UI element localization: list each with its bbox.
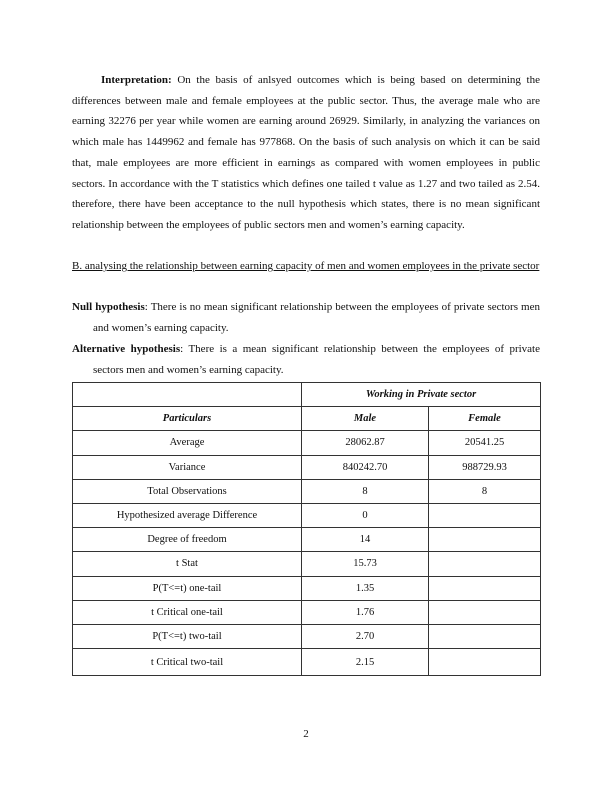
row-label: Variance <box>73 455 302 479</box>
column-header-particulars: Particulars <box>73 407 302 431</box>
column-header-female: Female <box>429 407 541 431</box>
male-value: 15.73 <box>302 552 429 576</box>
male-value: 1.35 <box>302 576 429 600</box>
table-row <box>73 455 541 479</box>
row-label: P(T<=t) one-tail <box>73 576 302 600</box>
female-value <box>429 552 541 576</box>
section-b-heading: B. analysing the relationship between earning capacity of men and women employees in the private sector <box>72 260 540 272</box>
male-value: 0 <box>302 503 429 527</box>
t-test-table <box>72 382 541 676</box>
table-header-row <box>73 407 541 431</box>
table-group-header: Working in Private sector <box>302 383 541 407</box>
female-value: 20541.25 <box>429 431 541 455</box>
column-header-male: Male <box>302 407 429 431</box>
alternative-hypothesis <box>72 339 540 380</box>
female-value: 8 <box>429 479 541 503</box>
row-label: Hypothesized average Difference <box>73 503 302 527</box>
female-value <box>429 528 541 552</box>
row-label: Average <box>73 431 302 455</box>
table-row <box>73 431 541 455</box>
female-value <box>429 576 541 600</box>
row-label: t Critical two-tail <box>73 649 302 676</box>
interpretation-text: On the basis of anlsyed outcomes which is being based on determining the differences between male and female employees at the public sector. Thus, the average male who are earning 32276 per year while women are earning around 26929. Similarly, in analyzing the variances on which male has 1449962 and female has 977868. On the basis of such analysis on which it can be said that, male employees are more efficient in earnings as compared with women employees in public sectors. In accordance with the T statistics which defines one tailed t value as 1.27 and two tailed as 2.54. therefore, there have been acceptance to the null hypothesis which states, there is no mean significant relationship between the employees of public sectors men and women’s earning capacity. <box>72 74 540 231</box>
table-row <box>73 649 541 676</box>
table-row <box>73 576 541 600</box>
table-row <box>73 479 541 503</box>
male-value: 28062.87 <box>302 431 429 455</box>
male-value: 8 <box>302 479 429 503</box>
table-row <box>73 503 541 527</box>
null-hypothesis-text: : There is no mean significant relationship between the employees of private sectors men and women’s earning capacity. <box>93 301 540 334</box>
table-group-header-row <box>73 383 541 407</box>
table-corner-cell <box>73 383 302 407</box>
page-number: 2 <box>303 728 309 740</box>
table-row <box>73 624 541 648</box>
male-value: 14 <box>302 528 429 552</box>
male-value: 1.76 <box>302 600 429 624</box>
row-label: Total Observations <box>73 479 302 503</box>
null-hypothesis <box>72 297 540 338</box>
male-value: 840242.70 <box>302 455 429 479</box>
male-value: 2.15 <box>302 649 429 676</box>
row-label: Degree of freedom <box>73 528 302 552</box>
row-label: t Critical one-tail <box>73 600 302 624</box>
female-value <box>429 624 541 648</box>
row-label: P(T<=t) two-tail <box>73 624 302 648</box>
null-hypothesis-label: Null hypothesis <box>72 301 145 313</box>
female-value: 988729.93 <box>429 455 541 479</box>
row-label: t Stat <box>73 552 302 576</box>
interpretation-label: Interpretation: <box>101 74 172 86</box>
female-value <box>429 649 541 676</box>
male-value: 2.70 <box>302 624 429 648</box>
female-value <box>429 600 541 624</box>
table-row <box>73 528 541 552</box>
female-value <box>429 503 541 527</box>
table-row <box>73 600 541 624</box>
alternative-hypothesis-label: Alternative hypothesis <box>72 343 181 355</box>
alternative-hypothesis-text: : There is a mean significant relationship between the employees of private sectors men and women’s earning capacity. <box>93 343 540 376</box>
table-row <box>73 552 541 576</box>
interpretation-paragraph <box>72 70 540 236</box>
